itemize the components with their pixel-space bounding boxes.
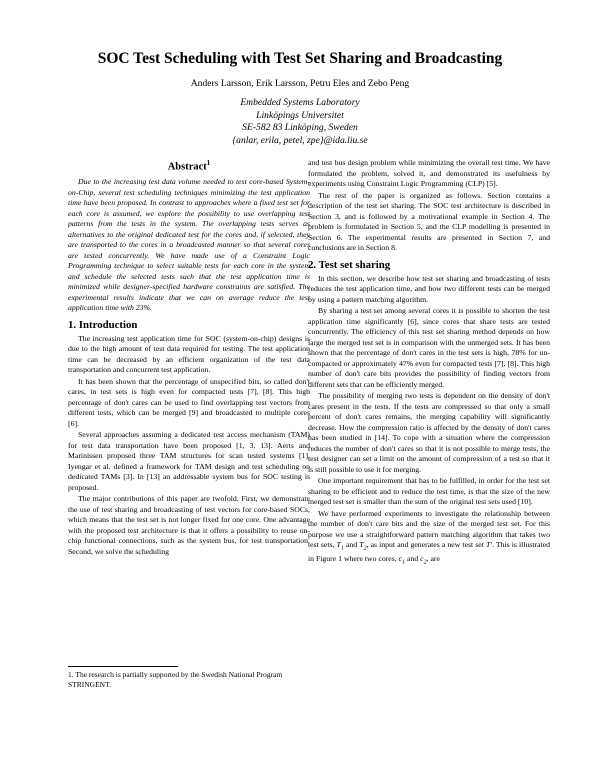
affiliation-university: Linköpings Universitet [256, 109, 344, 121]
text-run: . This is illustrated in Figure 1 where two cores, [308, 540, 550, 564]
abstract-footnote-mark: 1 [206, 159, 211, 167]
abstract-heading-text: Abstract [167, 161, 207, 173]
footnote-divider [68, 666, 178, 667]
intro-continuation: and test bus design problem while minimizing the overall test time. We have formulated the problem, solved it, and demonstrated its usefulness by experiments using Constraint Logic Programming (CLP) [5]. [308, 158, 550, 188]
symbol-T-prime: T' [485, 540, 492, 549]
text-run: We have performed experiments to investigate the relationship between the number of don't care bits and the size of the merged test set. For this purpose we use a straightforward pattern matching algorithm that takes two test sets, [308, 508, 550, 549]
symbol-T1: $T_1$ [336, 540, 344, 552]
paper-title: SOC Test Scheduling with Test Set Sharing and Broadcasting [97, 50, 503, 67]
text-run: and [343, 540, 360, 549]
section-1-paragraph: Several approaches assuming a dedicated test access mechanism (TAM) for test data transportation have been proposed [1, 3, 13]. Aerts and Marinissen proposed three TAM structures for scan tested systems [1]. Iyengar et al. defined a framework for TAM design and test scheduling on dedicated TAMs [3]. In [13] an addressable system bus for SOC testing is proposed. [68, 430, 310, 492]
section-1-paragraph: The major contributions of this paper are twofold. First, we demonstrate the use of test sharing and broadcasting of test vectors for core-based SOCs, which means that the test set is not longer fixed for one core. One advantage with the proposed test architecture is that it offers a possibility to reuse on-chip functional connections, such as the system bus, for test transportation. Second, we solve the scheduling [68, 494, 310, 556]
section-2-paragraph: By sharing a test set among several cores it is possible to shorten the test application time significantly [6], since cores that share tests are tested concurrently. The efficiency of this test set sharing method depends on how large the merged test set is in comparison with the unmerged sets. It has been shown that the percentage of don't cares in the test sets is high, 78% for un-compacted or approximately 47% even for compacted tests [7], [8]. This high number of don't care bits provides the possibility of finding vectors from different sets that can be efficiently merged. [308, 306, 550, 389]
author-list: Anders Larsson, Erik Larsson, Petru Eles and Zebo Peng [190, 78, 410, 89]
footnote: 1. The research is partially supported by the Swedish National Program STRINGENT. [68, 670, 283, 689]
section-1-paragraph: It has been shown that the percentage of unspecified bits, so called don't cares, in test sets is high even for compacted tests [7], [8]. This high percentage of don't cares can be used to find overlapping test vectors from different tests, which can be merged [9] and broadcasted to multiple cores [6]. [68, 376, 310, 428]
section-2-heading: 2. Test set sharing [308, 258, 391, 271]
section-2-paragraph: The possibility of merging two tests is dependent on the density of don't cares present in the tests. If the tests are compressed so that only a small percent of don't cares remains, the merging capability will significantly decrease. How the compression ratio is affected by the density of don't cares has been studied in [14]. To cope with a situation where the compression reduces the number of don't cares so that it is not possible to merge tests, the test designer can set a limit on the amount of compression of a test so that it is still possible to use it for merging. [308, 391, 550, 474]
section-1-paragraph: The increasing test application time for SOC (system-on-chip) designs is due to the high amount of test data required for testing. The test application time can be decreased by an efficient organization of the test data transportation and concurrent test application. [68, 333, 310, 374]
abstract-text: Due to the increasing test data volume needed to test core-based System-on-Chip, several test scheduling techniques minimizing the test application time have been proposed. In contrast to approaches where a fixed test set for each core is assumed, we explore the possibility to use overlapping test patterns from the tests in the system. The overlapping tests serves as alternatives to the original dedicated test for the cores and, if selected, they are transported to the cores in a broadcasted manner so that several cores are tested concurrently. We have made use of a Constraint Logic Programming technique to select suitable tests for each core in the system and schedule the selected tests such that the test application time is minimized while designer-specified hardware constraints are satisfied. The experimental results indicate that we can on average reduce the test application time with 23%. [68, 177, 310, 312]
text-run: , as input and generates a new test set [366, 540, 486, 549]
text-run: , are [426, 554, 440, 564]
left-column [68, 158, 310, 558]
symbol-c2: $c_2$ [420, 554, 427, 566]
abstract-heading [68, 158, 310, 173]
affiliation-block [0, 97, 600, 147]
section-2-paragraph-last [308, 509, 550, 569]
affiliation-address: SE-582 83 Linköping, Sweden [242, 122, 358, 134]
section-2-paragraph: One important requirement that has to be fulfilled, in order for the test set sharing to be efficient and to reduce the test time, is that the size of the new merged test set is smaller than the sum of the original test sets used [10]. [308, 476, 550, 506]
affiliation-lab: Embedded Systems Laboratory [240, 97, 360, 108]
section-2-paragraph: In this section, we describe how test set sharing and broadcasting of tests reduces the test application time, and how two different tests can be merged by using a pattern matching algorithm. [308, 273, 550, 304]
symbol-c1: $c_1$ [398, 554, 406, 566]
affiliation-emails: {anlar, erila, petel, zpe}@ida.liu.se [232, 134, 368, 146]
symbol-T2: $T_2$ [359, 540, 367, 552]
paper-organization: The rest of the paper is organized as follows. Section contains a description of the test set sharing. The SOC test architecture is described in Section 3, and is followed by a motivational example in Section 4. The problem is formulated in Section 5, and the CLP modelling is presented in Section 6. The experimental results are presented in Section 7, and conclusions are in Section 8. [308, 190, 550, 252]
text-run: and [405, 554, 421, 564]
section-1-heading: 1. Introduction [68, 318, 138, 331]
right-column [308, 158, 550, 569]
